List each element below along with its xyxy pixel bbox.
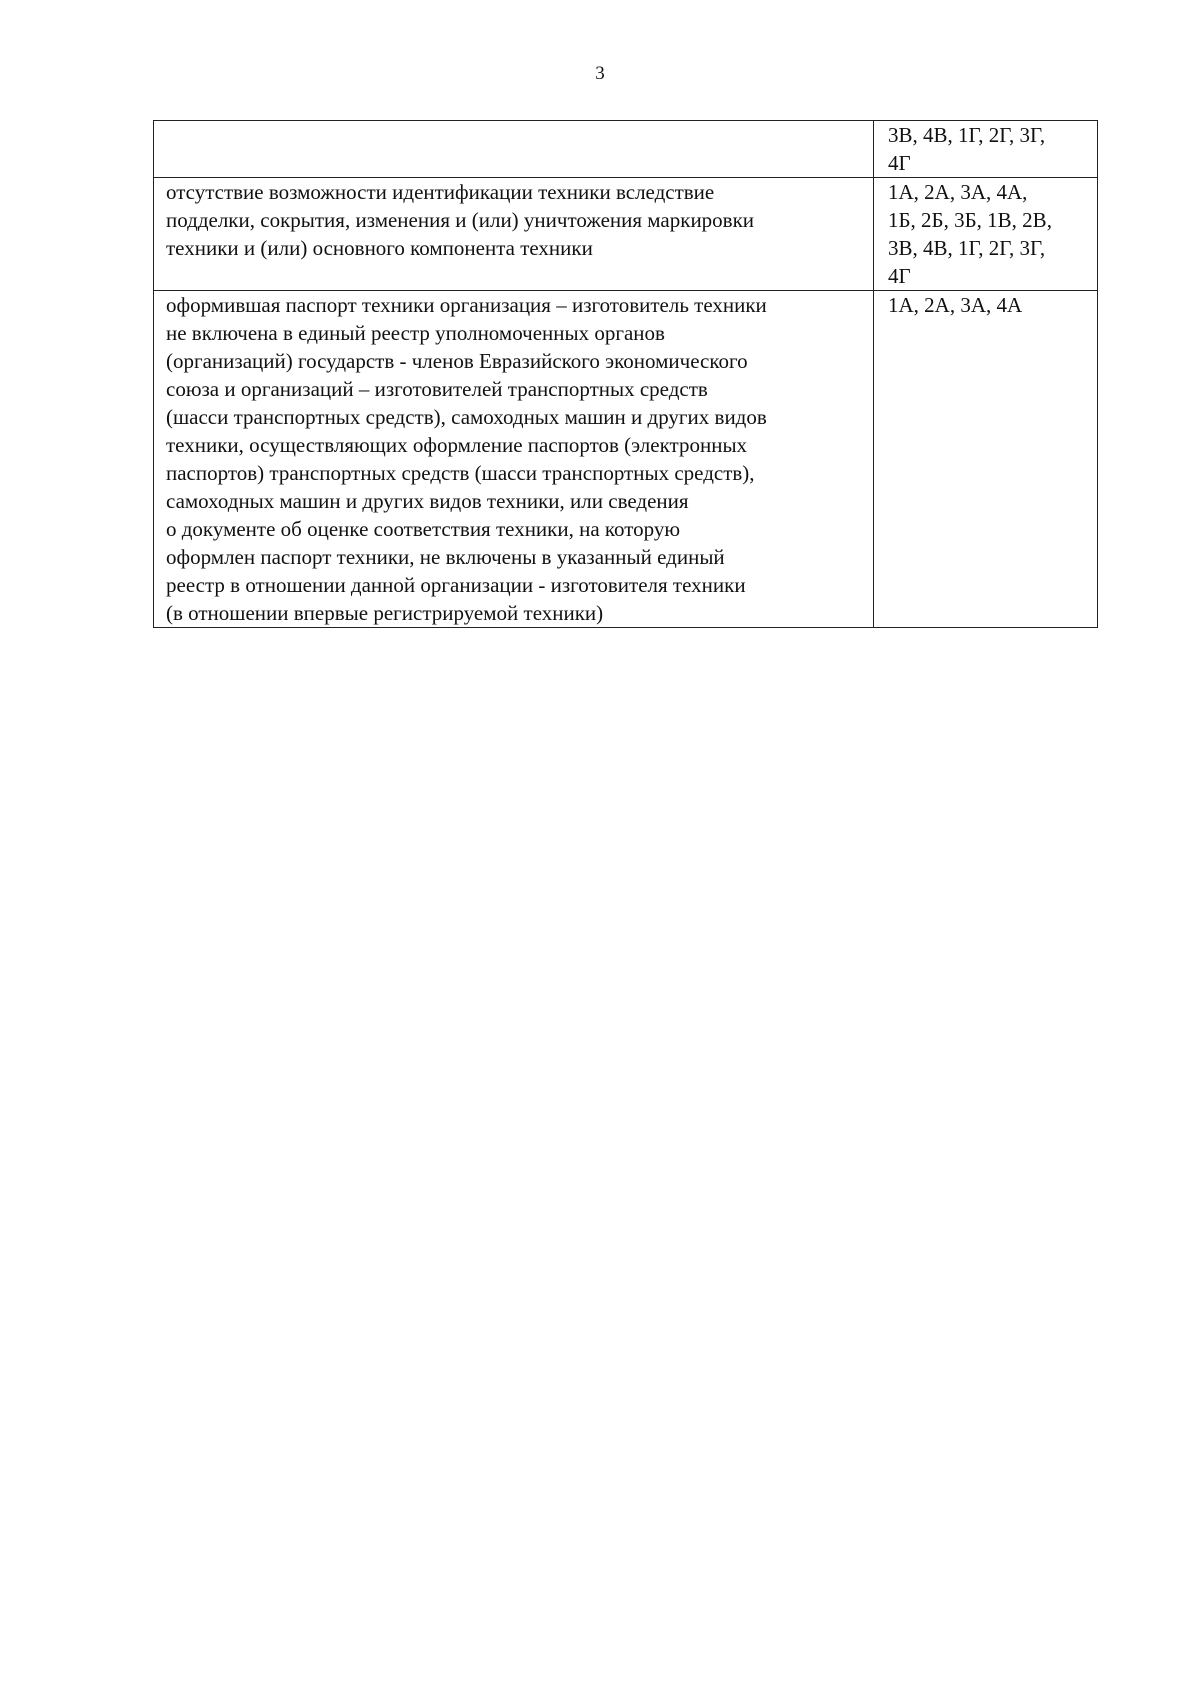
codes-text: 3В, 4В, 1Г, 2Г, 3Г, 4Г	[888, 123, 1046, 175]
table-row	[154, 178, 1098, 291]
description-cell	[154, 178, 874, 291]
table-row	[154, 121, 1098, 178]
description-cell	[154, 121, 874, 178]
description-text: отсутствие возможности идентификации техники вследствие подделки, сокрытия, изменения и (или) уничтожения маркировки техники и (или) основного компонента техники	[166, 180, 755, 260]
codes-cell	[874, 178, 1098, 291]
document-table	[153, 120, 1098, 628]
codes-cell	[874, 291, 1098, 628]
description-cell	[154, 291, 874, 628]
codes-text: 1А, 2А, 3А, 4А, 1Б, 2Б, 3Б, 1В, 2В, 3В, 4В, 1Г, 2Г, 3Г, 4Г	[888, 180, 1052, 288]
page-number: 3	[595, 63, 605, 84]
codes-text: 1А, 2А, 3А, 4А	[888, 293, 1023, 317]
description-text: оформившая паспорт техники организация – изготовитель техники не включена в единый реестр уполномоченных органов (организаций) государств - членов Евразийского экономического союза и организаций – изготовителей транспортных средств (шасси транспортных средств), самоходных машин и других видов техники, осуществляющих оформление паспортов (электронных паспортов) транспортных средств (шасси транспортных средств), самоходных машин и других видов техники, или сведения о документе об оценке соответствия техники, на которую оформлен паспорт техники, не включены в указанный единый реестр в отношении данной организации - изготовителя техники (в отношении впервые регистрируемой техники)	[166, 293, 767, 625]
codes-cell	[874, 121, 1098, 178]
table-row	[154, 291, 1098, 628]
